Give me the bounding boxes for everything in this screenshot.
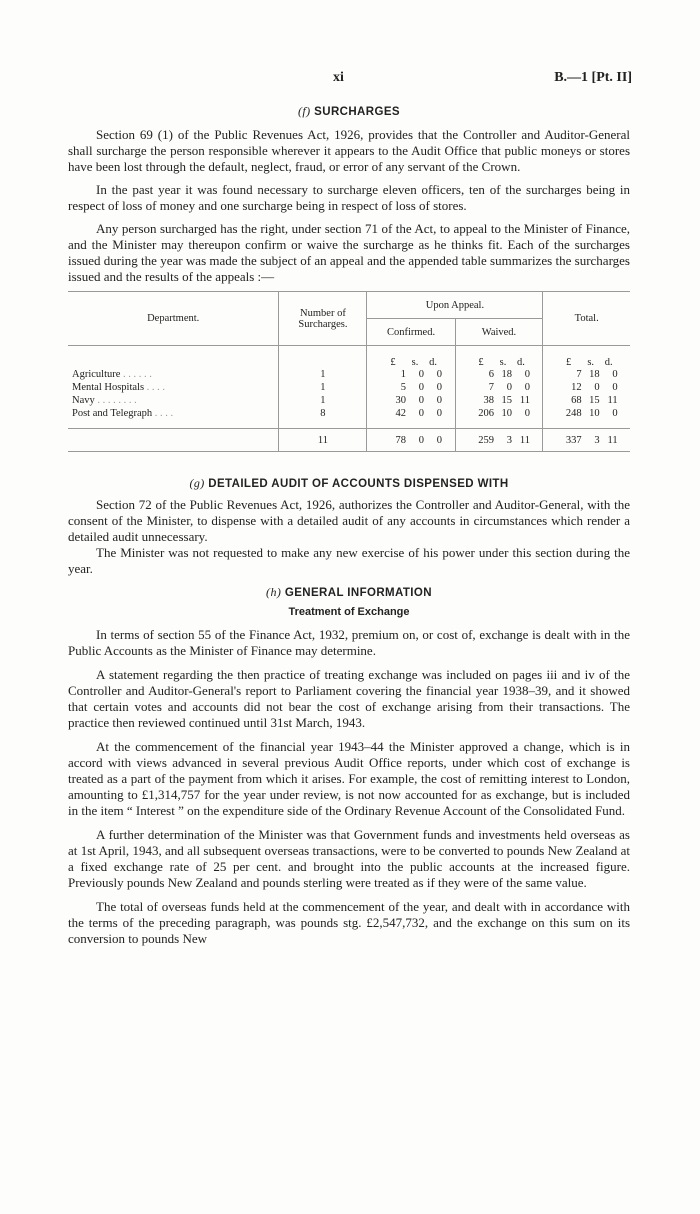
section-f-heading (68, 104, 630, 119)
paragraph: The total of overseas funds held at the commencement of the year, and dealt with in accordance with the terms of the preceding paragraph, was pounds stg. £2,547,732, and the exchange on this sum on its conversion to pounds New (68, 899, 630, 946)
waived-amount: 6 18 0 (488, 369, 530, 380)
currency-header: £ s. d. (390, 357, 437, 368)
column-header-total: Total. (543, 292, 630, 346)
surcharges-table (68, 291, 630, 452)
leader-dots: . . . . . . (123, 369, 152, 380)
section-g-heading (68, 476, 630, 491)
document-reference: B.—1 [Pt. II] (554, 70, 632, 85)
surcharge-count: 1 (279, 394, 367, 407)
department-name: Mental Hospitals (72, 382, 145, 393)
confirmed-total: 78 0 0 (395, 434, 443, 446)
confirmed-amount: 42 0 0 (395, 408, 443, 419)
paragraph: In terms of section 55 of the Finance Act, 1932, premium on, or cost of, exchange is dealt with in the Public Accounts as the Minister of Finance may determine. (68, 627, 630, 658)
confirmed-amount: 30 0 0 (395, 395, 443, 406)
table-row (68, 368, 630, 381)
total-amount: 68 15 11 (571, 395, 618, 406)
section-letter: (g) (189, 476, 205, 490)
currency-header: £ s. d. (478, 357, 525, 368)
section-letter: (h) (266, 585, 282, 599)
paragraph: Any person surcharged has the right, under section 71 of the Act, to appeal to the Minister of Finance, and the Minister may thereupon confirm or waive the surcharge as he thinks fit. Each of the surcharges issued during the year was made the subject of an appeal and the appended table summarizes the surcharges issued and the results of the appeals :— (68, 221, 630, 284)
table-row (68, 394, 630, 407)
paragraph: In the past year it was found necessary to surcharge eleven officers, ten of the surcharges being in respect of loss of money and one surcharge being in respect of loss of stores. (68, 182, 630, 213)
surcharge-count: 1 (279, 381, 367, 394)
surcharge-count: 1 (279, 368, 367, 381)
section-title: DETAILED AUDIT OF ACCOUNTS DISPENSED WITH (208, 478, 509, 490)
total-surcharge-count: 11 (279, 429, 367, 452)
paragraph: At the commencement of the financial year 1943–44 the Minister approved a change, which is in accord with views advanced in several previous Audit Office reports, under which cost of exchange is treated as a part of the payment from which it arises. For example, the cost of remitting interest to London, amounting to £1,314,757 for the year under review, is not now accounted for as exchange, but is included in the item “ Interest ” on the expenditure side of the Ordinary Revenue Account of the Consolidated Fund. (68, 739, 630, 818)
paragraph: Section 69 (1) of the Public Revenues Act, 1926, provides that the Controller and Auditor-General shall surcharge the person responsible wherever it appears to the Audit Office that public moneys or stores have been lost through the default, neglect, fraud, or error of any servant of the Crown. (68, 127, 630, 174)
waived-amount: 206 10 0 (478, 408, 530, 419)
column-header-confirmed: Confirmed. (367, 319, 455, 346)
total-amount: 248 10 0 (565, 408, 618, 419)
confirmed-amount: 1 0 0 (400, 369, 443, 380)
column-header-number: Number of Surcharges. (279, 292, 367, 346)
surcharge-count: 8 (279, 407, 367, 420)
section-letter: (f) (298, 104, 311, 118)
page-number: xi (333, 70, 344, 85)
section-title: SURCHARGES (314, 106, 400, 118)
paragraph: A statement regarding the then practice of treating exchange was included on pages iii and iv of the Controller and Auditor-General's report to Parliament covering the financial year 1938–39, and it showed that certain votes and accounts did not bear the cost of exchange arising from their transactions. The practice then reviewed continued until 31st March, 1943. (68, 667, 630, 730)
waived-amount: 7 0 0 (488, 382, 530, 393)
page-body (68, 70, 630, 947)
department-name: Agriculture (72, 369, 121, 380)
leader-dots: . . . . . . . . (97, 395, 137, 406)
paragraph: Section 72 of the Public Revenues Act, 1926, authorizes the Controller and Auditor-General, with the consent of the Minister, to dispense with a detailed audit of any accounts in circumstances which render a detailed audit unnecessary. (68, 497, 630, 544)
total-amount: 7 18 0 (576, 369, 618, 380)
column-header-upon-appeal: Upon Appeal. (367, 292, 543, 319)
currency-header: £ s. d. (566, 357, 613, 368)
paragraph: The Minister was not requested to make any new exercise of his power under this section during the year. (68, 545, 630, 576)
leader-dots: . . . . (146, 382, 166, 393)
total-amount: 12 0 0 (571, 382, 618, 393)
waived-total: 259 3 11 (478, 434, 530, 446)
leader-dots: . . . . (154, 408, 174, 419)
column-header-waived: Waived. (455, 319, 543, 346)
column-header-department: Department. (68, 292, 279, 346)
section-title: GENERAL INFORMATION (284, 587, 432, 599)
section-subtitle: Treatment of Exchange (288, 606, 410, 618)
paragraph: A further determination of the Minister was that Government funds and investments held overseas as at 1st April, 1943, and all subsequent overseas transactions, were to be converted to pounds New Zealand at a fixed exchange rate of 25 per cent. and brought into the public accounts at the increased figure. Previously pounds New Zealand and pounds sterling were treated as if they were of the same value. (68, 827, 630, 890)
grand-total: 337 3 11 (565, 434, 618, 446)
waived-amount: 38 15 11 (483, 395, 530, 406)
department-name: Navy (72, 395, 95, 406)
department-name: Post and Telegraph (72, 408, 153, 419)
table-row (68, 381, 630, 394)
section-h-heading (68, 585, 630, 600)
confirmed-amount: 5 0 0 (400, 382, 443, 393)
table-row (68, 407, 630, 420)
totals-row (68, 429, 630, 452)
